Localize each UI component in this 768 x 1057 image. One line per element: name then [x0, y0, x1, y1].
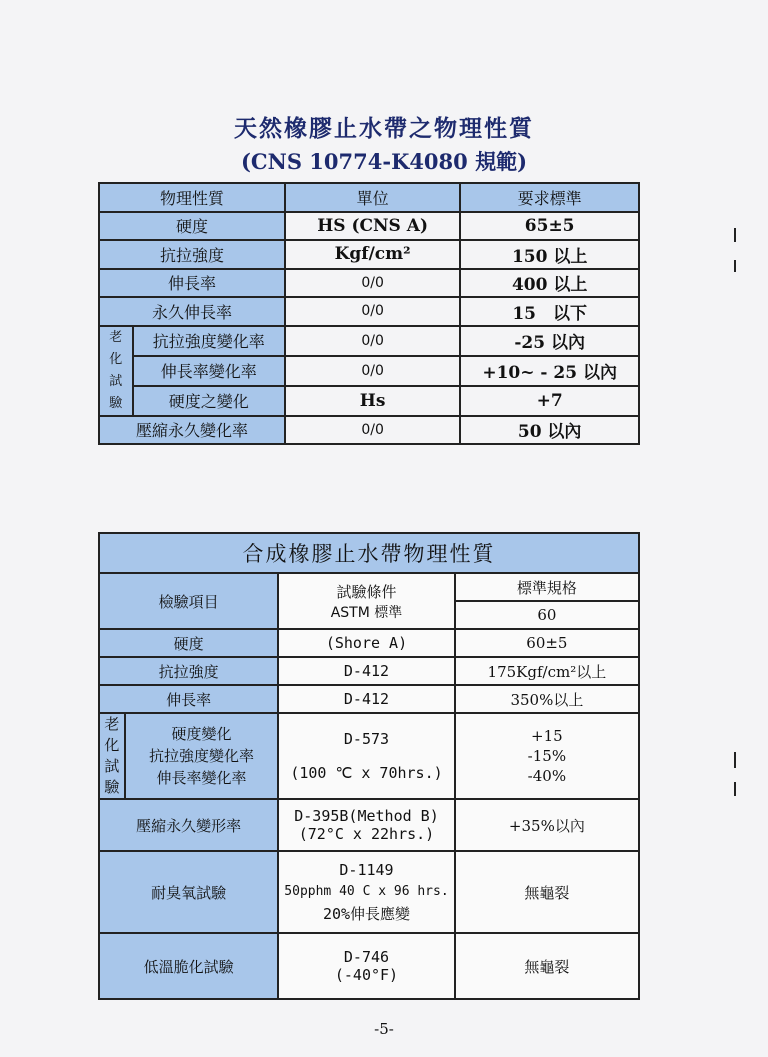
header-standard: 標準規格	[455, 573, 639, 601]
row-item: 壓縮永久變形率	[99, 799, 278, 851]
row-standard: 60±5	[455, 629, 639, 657]
table-row	[99, 240, 639, 269]
row-property: 抗拉強度	[99, 240, 285, 269]
binding-mark	[734, 782, 736, 796]
binding-mark	[734, 260, 736, 272]
row-unit: 0/0	[285, 269, 460, 298]
table1-subtitle: (CNS 10774-K4080 規範)	[240, 149, 528, 174]
table-row	[99, 386, 639, 416]
condition-line: 20%伸長應變	[322, 905, 411, 923]
row-property: 壓縮永久變化率	[99, 416, 285, 445]
row-property: 永久伸長率	[99, 297, 285, 326]
condition-line: (72°C x 22hrs.)	[298, 825, 435, 843]
row-item: 低溫脆化試驗	[99, 933, 278, 999]
aging-condition	[278, 713, 455, 799]
synthetic-rubber-table	[98, 532, 640, 1000]
row-property: 硬度	[99, 212, 285, 241]
aging-standard: +15	[531, 727, 563, 745]
aging-item: 抗拉強度變化率	[149, 747, 255, 765]
row-condition	[278, 933, 455, 999]
table-row	[99, 629, 639, 657]
aging-test-label	[99, 713, 125, 799]
table-row	[99, 799, 639, 851]
aging-char: 試	[104, 757, 120, 775]
header-standard-value: 60	[455, 601, 639, 629]
aging-condition-line: D-573	[343, 730, 390, 748]
aging-standard: -15%	[527, 747, 567, 765]
header-standard: 要求標準	[460, 183, 639, 212]
row-property: 伸長率變化率	[133, 356, 285, 386]
table-row	[99, 713, 639, 799]
aging-item: 伸長率變化率	[156, 769, 247, 787]
table-row	[99, 269, 639, 298]
row-standard: +10~ - 25 以內	[460, 356, 639, 386]
row-item: 抗拉強度	[99, 657, 278, 685]
table-row	[99, 416, 639, 445]
row-property: 伸長率	[99, 269, 285, 298]
aging-char: 驗	[104, 778, 120, 796]
aging-char: 試	[109, 373, 123, 389]
row-unit: 0/0	[285, 297, 460, 326]
condition-line: D-746	[343, 948, 390, 966]
aging-items	[125, 713, 278, 799]
header-condition-line: ASTM 標準	[330, 604, 403, 621]
header-condition-line: 試驗條件	[336, 582, 397, 601]
row-condition: (Shore A)	[278, 629, 455, 657]
page-number: -5-	[374, 1020, 394, 1038]
row-property: 硬度之變化	[133, 386, 285, 416]
row-standard: +35%以內	[455, 799, 639, 851]
row-standard: -25 以內	[460, 326, 639, 356]
table1-title: 天然橡膠止水帶之物理性質	[234, 115, 534, 142]
aging-condition-line: (100 ℃ x 70hrs.)	[290, 764, 443, 782]
row-condition: D-412	[278, 657, 455, 685]
aging-standards	[455, 713, 639, 799]
row-unit: 0/0	[285, 416, 460, 445]
natural-rubber-table	[98, 182, 640, 445]
table-row	[99, 326, 639, 356]
row-standard: 175Kgf/cm²以上	[455, 657, 639, 685]
header-condition	[278, 573, 455, 629]
table-header-row	[99, 573, 639, 601]
row-condition	[278, 851, 455, 933]
row-unit: 0/0	[285, 356, 460, 386]
table-row	[99, 297, 639, 326]
aging-item: 硬度變化	[171, 725, 232, 743]
table-row	[99, 212, 639, 241]
table-row	[99, 933, 639, 999]
binding-mark	[734, 228, 736, 242]
table-row	[99, 657, 639, 685]
condition-line: D-395B(Method B)	[294, 807, 439, 825]
header-property: 物理性質	[99, 183, 285, 212]
header-unit: 單位	[285, 183, 460, 212]
aging-test-label	[99, 326, 133, 416]
binding-mark	[734, 752, 736, 768]
condition-line: 50pphm 40 C x 96 hrs.	[284, 884, 449, 899]
row-standard: 無龜裂	[455, 851, 639, 933]
row-unit: HS (CNS A)	[285, 212, 460, 241]
row-property: 抗拉強度變化率	[133, 326, 285, 356]
aging-char: 老	[109, 329, 123, 345]
condition-line: (-40°F)	[334, 966, 399, 984]
aging-char: 驗	[109, 395, 123, 411]
row-standard: 150 以上	[460, 240, 639, 269]
row-unit: 0/0	[285, 326, 460, 356]
row-condition: D-412	[278, 685, 455, 713]
row-unit: Kgf/cm²	[285, 240, 460, 269]
row-item: 硬度	[99, 629, 278, 657]
row-standard: +7	[460, 386, 639, 416]
table-row	[99, 356, 639, 386]
condition-line: D-1149	[339, 861, 394, 879]
row-standard: 無龜裂	[455, 933, 639, 999]
table-row	[99, 851, 639, 933]
row-item: 伸長率	[99, 685, 278, 713]
aging-char: 化	[104, 736, 120, 754]
aging-char: 老	[104, 715, 120, 733]
row-condition	[278, 799, 455, 851]
row-standard: 50 以內	[460, 416, 639, 445]
row-item: 耐臭氧試驗	[99, 851, 278, 933]
table-header-row	[99, 183, 639, 212]
row-standard: 400 以上	[460, 269, 639, 298]
row-standard: 15 以下	[460, 297, 639, 326]
row-standard: 65±5	[460, 212, 639, 241]
aging-char: 化	[109, 351, 123, 367]
header-item: 檢驗項目	[99, 573, 278, 629]
aging-standard: -40%	[527, 767, 567, 785]
table2-title: 合成橡膠止水帶物理性質	[99, 533, 639, 573]
table-row	[99, 685, 639, 713]
row-standard: 350%以上	[455, 685, 639, 713]
table-title-row	[99, 533, 639, 573]
row-unit: Hs	[285, 386, 460, 416]
